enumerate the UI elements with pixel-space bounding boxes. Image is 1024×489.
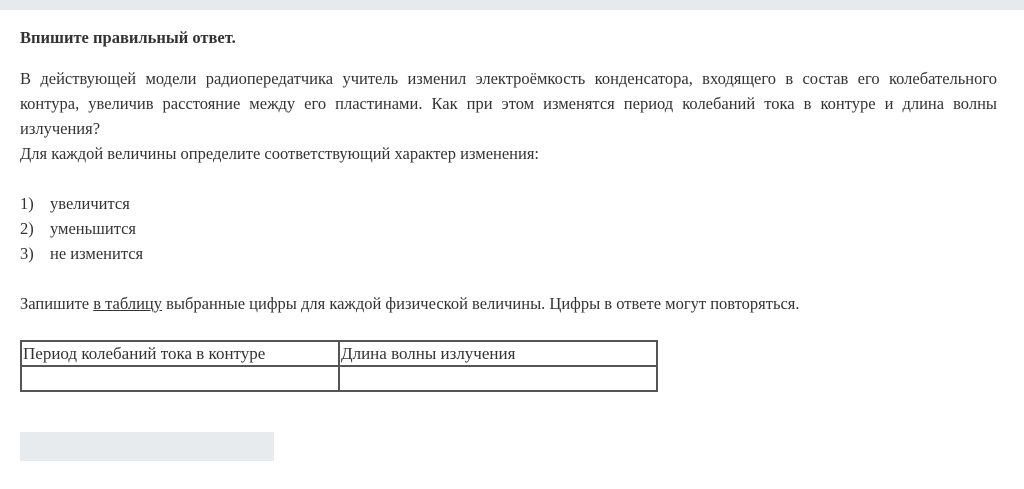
task-instruction: Впишите правильный ответ. bbox=[20, 28, 236, 47]
record-instruction bbox=[20, 291, 997, 316]
table-header-period: Период колебаний тока в контуре bbox=[21, 341, 339, 366]
option-label: увеличится bbox=[50, 194, 130, 213]
record-text-before: Запишите bbox=[20, 294, 94, 313]
table-answer-row bbox=[21, 366, 657, 391]
option-number: 2) bbox=[20, 219, 34, 238]
prompt-text: Для каждой величины определите соответствующий характер изменения: bbox=[20, 144, 540, 163]
table-header-wavelength: Длина волны излучения bbox=[339, 341, 657, 366]
answer-input-field[interactable] bbox=[20, 432, 274, 461]
answer-cell-wavelength[interactable] bbox=[339, 366, 657, 391]
problem-text: В действующей модели радиопередатчика учитель изменил электроёмкость конденсатора, входящего в состав его колебательного контура, увеличив расстояние между его пластинами. Как при этом изменятся период колебаний тока в контуре и длина волны излучения? bbox=[20, 69, 997, 138]
option-label: не изменится bbox=[50, 244, 144, 263]
record-text-after: выбранные цифры для каждой физической величины. Цифры в ответе могут повторяться. bbox=[162, 294, 800, 313]
option-item bbox=[20, 216, 997, 241]
option-number: 1) bbox=[20, 194, 34, 213]
option-item bbox=[20, 241, 997, 266]
table-header-row bbox=[21, 341, 657, 366]
options-list bbox=[20, 191, 997, 266]
top-bar bbox=[0, 0, 1024, 10]
option-number: 3) bbox=[20, 244, 34, 263]
task-content bbox=[20, 26, 997, 316]
answer-cell-period[interactable] bbox=[21, 366, 339, 391]
table-link[interactable]: в таблицу bbox=[93, 294, 163, 313]
answer-table bbox=[20, 340, 658, 392]
option-item bbox=[20, 191, 997, 216]
option-label: уменьшится bbox=[50, 219, 137, 238]
